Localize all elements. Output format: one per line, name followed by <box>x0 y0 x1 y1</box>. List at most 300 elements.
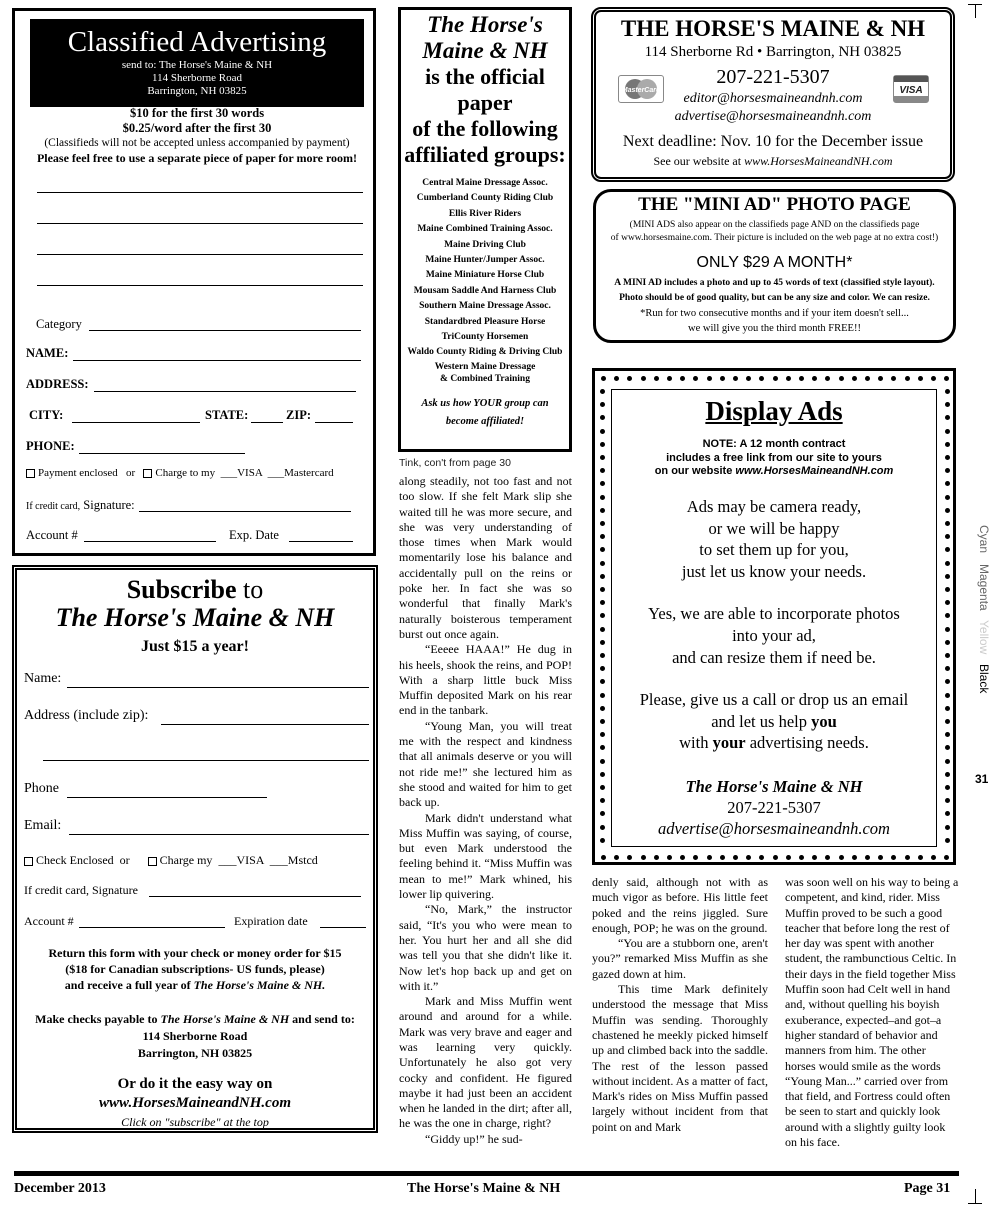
sub-click-note: Click on "subscribe" at the top <box>121 1115 269 1129</box>
classified-city: Barrington, NH 03825 <box>147 85 247 97</box>
border-dot <box>601 376 606 381</box>
border-dot <box>945 811 950 816</box>
border-dot <box>600 587 605 592</box>
display-note-3b[interactable]: www.HorsesMaineandNH.com <box>735 465 894 477</box>
display-p3e: your <box>712 733 746 753</box>
display-contact <box>612 776 936 839</box>
border-dot <box>918 855 923 860</box>
border-dot <box>600 481 605 486</box>
display-p2-line: and can resize them if need be. <box>672 647 876 667</box>
border-dot <box>945 455 950 460</box>
address-label: ADDRESS: <box>26 377 89 391</box>
border-dot <box>812 855 817 860</box>
affil-head-4: paper <box>457 90 513 115</box>
mini-ad-price: ONLY $29 A MONTH* <box>696 254 853 271</box>
return-line-3a: and receive a full year of <box>64 978 191 992</box>
signature-row <box>26 498 135 513</box>
border-dot <box>852 855 857 860</box>
border-dot <box>945 772 950 777</box>
margin-page-number: 31 <box>975 772 989 786</box>
border-dot <box>733 376 738 381</box>
border-dot <box>945 679 950 684</box>
display-p1-line: Ads may be camera ready, <box>686 497 862 516</box>
display-p3-line-1: Please, give us a call or drop us an email <box>639 690 909 710</box>
classified-prices <box>15 106 379 166</box>
display-note-1: NOTE: A 12 month contract <box>702 438 846 450</box>
border-dot <box>600 389 605 394</box>
mastercard-option[interactable]: Mastercard <box>284 467 334 479</box>
border-dot <box>746 855 751 860</box>
sub-signature-field[interactable] <box>149 896 361 897</box>
sub-name-label: Name: <box>24 671 62 686</box>
article-paragraph: Mark and Miss Muffin went around and around for a while. Mark was very brave and eager and was learning very quickly. Unfortunately he also got very cocky and confident. He figured maybe it had just been an accident when he landed in the dirt; after all, he was the one in charge, right? <box>399 994 572 1131</box>
border-dot <box>931 855 936 860</box>
make-checks <box>17 1011 373 1062</box>
masthead-title: THE HORSE'S MAINE & NH <box>620 16 926 41</box>
price-line-2: $0.25/word after the first 30 <box>122 121 272 135</box>
display-ads-box <box>592 368 956 865</box>
border-dot <box>746 376 751 381</box>
border-dot <box>600 561 605 566</box>
display-ads-body <box>612 496 936 754</box>
return-line-3 <box>17 977 373 993</box>
display-p3b: and let us help <box>711 711 807 731</box>
subscribe-paper: The Horse's Maine & NH <box>55 603 335 632</box>
border-dot <box>945 732 950 737</box>
border-dot <box>667 376 672 381</box>
border-dot <box>654 855 659 860</box>
state-label: STATE: <box>205 408 249 422</box>
border-dot <box>931 376 936 381</box>
border-dot <box>945 666 950 671</box>
border-dot <box>600 613 605 618</box>
affil-head-5: of the following <box>412 116 558 141</box>
border-dot <box>945 706 950 711</box>
border-dot <box>600 679 605 684</box>
or-label: or <box>125 467 136 479</box>
display-ads-title: Display Ads <box>705 396 843 426</box>
ad-text-line[interactable] <box>37 192 363 193</box>
zip-field[interactable] <box>315 422 353 423</box>
border-dot <box>905 855 910 860</box>
sub-expiration-label: Expiration date <box>234 914 308 928</box>
affiliate-item: Waldo County Riding & Driving Club <box>407 347 563 358</box>
border-dot <box>600 706 605 711</box>
article-paragraph: “Young Man, you will treat me with the respect and kindness that all animals deserve or you will not ride me!” she lectured him as she stood and waited for him to get back up. <box>399 718 572 810</box>
sub-street: 114 Sherborne Road <box>142 1029 248 1043</box>
border-dot <box>786 855 791 860</box>
exp-label: Exp. Date <box>229 528 279 542</box>
crop-mark-bottom <box>968 1203 982 1204</box>
payment-enclosed-label: Payment enclosed <box>38 467 118 479</box>
display-email[interactable]: advertise@horsesmaineandnh.com <box>658 819 890 838</box>
account-label: Account # <box>26 528 78 542</box>
mini-ad-title: THE "MINI AD" PHOTO PAGE <box>638 194 911 215</box>
border-dot <box>600 640 605 645</box>
border-dot <box>944 855 949 860</box>
article-paragraph: along steadily, not too fast and not too slow. If she felt Mark slip she waited till he was more secure, and she was very understanding of those times when Mark would momentarily lose his balance and accidentally pull on the reins or poke her. In fact she was so wonderful that finally Mark's naturally boisterous temperament burst out once again. <box>399 474 572 641</box>
border-dot <box>600 455 605 460</box>
border-dot <box>600 732 605 737</box>
sub-website-link[interactable]: www.HorsesMaineandNH.com <box>99 1095 291 1111</box>
ad-text-line[interactable] <box>37 285 363 286</box>
mini-ad-box <box>593 189 956 343</box>
border-dot <box>865 376 870 381</box>
sub-easy-way: Or do it the easy way on <box>117 1076 273 1092</box>
display-paper: The Horse's Maine & NH <box>685 777 863 796</box>
mini-desc-4: we will give you the third month FREE!! <box>688 323 861 334</box>
make-1b: The Horse's Maine & NH <box>160 1012 290 1026</box>
affil-head-2: Maine & NH <box>422 38 548 63</box>
border-dot <box>945 653 950 658</box>
border-dot <box>945 389 950 394</box>
visa-card-icon <box>893 75 929 103</box>
affiliate-item: & Combined Training <box>440 373 530 384</box>
mini-desc-3: *Run for two consecutive months and if your item doesn't sell... <box>640 308 909 319</box>
border-dot <box>944 376 949 381</box>
masthead-deadline: Next deadline: Nov. 10 for the December issue <box>622 133 924 150</box>
sub-address-field-2[interactable] <box>43 760 369 761</box>
city-field[interactable] <box>72 422 200 423</box>
article-paragraph: “Eeeee HAAA!” He dug in his heels, shook the reins, and POP! With a sharp little buck Miss Muffin deposited Mark on his rear end in the tanbark. <box>399 642 572 718</box>
border-dot <box>641 855 646 860</box>
article-paragraph: denly said, although not with as much vigor as before. His little feet poked and the reins jiggled. Sure enough, POP; he was on the ground. <box>592 875 768 935</box>
border-dot <box>600 547 605 552</box>
sub-phone-label: Phone <box>24 781 59 796</box>
border-dot <box>600 495 605 500</box>
border-dot <box>693 855 698 860</box>
charge-my-checkbox[interactable] <box>148 857 157 866</box>
affiliate-item: Maine Combined Training Assoc. <box>417 224 553 235</box>
article-paragraph: This time Mark definitely understood the message that Miss Muffin was sending. Thoroughly chastened he meekly picked himself up and climbed back into the saddle. The rest of the lesson passed without incident. As a matter of fact, Mark's rides on Miss Muffin passed largely without incident from that point on and Mark <box>592 982 768 1134</box>
display-p3c: you <box>811 711 837 731</box>
display-p3f: advertising needs. <box>749 733 869 753</box>
price-line-1: $10 for the first 30 words <box>129 106 265 120</box>
affil-head-6: affiliated groups: <box>404 142 566 167</box>
color-yellow: Yellow <box>977 620 991 655</box>
sub-expiration-field[interactable] <box>320 927 366 928</box>
return-line-2: ($18 for Canadian subscriptions- US funds, please) <box>65 962 325 976</box>
phone-label: PHONE: <box>26 439 75 453</box>
border-dot <box>945 838 950 843</box>
affiliate-item: Western Maine Dressage <box>434 361 536 372</box>
border-dot <box>945 785 950 790</box>
affiliate-item: Maine Driving Club <box>444 239 526 250</box>
subscribe-price: Just $15 a year! <box>141 638 249 655</box>
border-dot <box>733 855 738 860</box>
sub-email-field[interactable] <box>69 834 369 835</box>
payment-options: Payment enclosed or Charge to my ___VISA ___Mastercard <box>26 467 334 479</box>
sub-visa-option[interactable]: VISA <box>236 853 264 867</box>
border-dot <box>773 376 778 381</box>
masthead-box <box>591 7 955 182</box>
charge-checkbox[interactable] <box>143 469 152 478</box>
affiliate-item: Standardbred Pleasure Horse <box>424 316 546 327</box>
border-dot <box>839 855 844 860</box>
subscribe-title <box>17 576 373 604</box>
border-dot <box>601 855 606 860</box>
border-dot <box>600 429 605 434</box>
check-enclosed-label: Check Enclosed <box>36 853 114 867</box>
category-field[interactable] <box>89 330 361 331</box>
border-dot <box>707 855 712 860</box>
border-dot <box>627 855 632 860</box>
affiliate-item: Ellis River Riders <box>448 208 522 219</box>
color-cyan: Cyan <box>977 525 991 554</box>
border-dot <box>945 468 950 473</box>
border-dot <box>773 855 778 860</box>
color-magenta: Magenta <box>977 564 991 611</box>
zip-label: ZIP: <box>286 408 311 422</box>
display-ads-note <box>612 438 936 479</box>
make-line-1 <box>17 1011 373 1028</box>
border-dot <box>627 376 632 381</box>
border-dot <box>654 376 659 381</box>
border-dot <box>600 666 605 671</box>
mini-ad-note <box>596 219 953 245</box>
border-dot <box>600 627 605 632</box>
article-paragraph: “You are a stubborn one, aren't you?” remarked Miss Muffin as she gazed down at him. <box>592 936 768 981</box>
article-paragraph: Mark didn't understand what Miss Muffin was saying, of course, but even Mark understood the feeling behind it. “Miss Muffin was mean to me!” Mark whined, his lower lip quivering. <box>399 810 572 902</box>
charge-label: Charge to my <box>155 467 216 479</box>
affil-head-3: is the official <box>425 64 545 89</box>
border-dot <box>945 745 950 750</box>
display-phone: 207-221-5307 <box>727 798 821 817</box>
subscribe-title-to: to <box>243 575 264 604</box>
border-dot <box>600 811 605 816</box>
affiliates-box <box>398 7 572 452</box>
border-dot <box>839 376 844 381</box>
affiliate-item: TriCounty Horsemen <box>441 332 529 343</box>
border-dot <box>720 855 725 860</box>
mini-desc-1: A MINI AD includes a photo and up to 45 words of text (classified style layout). <box>614 278 935 288</box>
ask-line-2: become affiliated! <box>445 415 525 427</box>
border-dot <box>812 376 817 381</box>
border-dot <box>600 719 605 724</box>
border-dot <box>945 508 950 513</box>
ad-text-line[interactable] <box>37 223 363 224</box>
account-field[interactable] <box>84 541 216 542</box>
display-ads-inner <box>611 389 937 847</box>
border-dot <box>945 693 950 698</box>
masthead-website-line <box>596 154 950 169</box>
affiliate-item: Cumberland County Riding Club <box>416 193 554 204</box>
make-1a: Make checks payable to <box>35 1012 158 1026</box>
sub-address-field[interactable] <box>161 724 369 725</box>
border-dot <box>878 376 883 381</box>
border-dot <box>905 376 910 381</box>
sub-account-field[interactable] <box>79 927 225 928</box>
display-p1-line: just let us know your needs. <box>681 561 867 581</box>
sub-city: Barrington, NH 03825 <box>137 1046 253 1060</box>
border-dot <box>852 376 857 381</box>
border-dot <box>600 402 605 407</box>
border-dot <box>945 481 950 486</box>
border-dot <box>600 745 605 750</box>
city-label: CITY: <box>29 408 64 422</box>
display-p1-line: or we will be happy <box>708 518 840 538</box>
border-dot <box>680 855 685 860</box>
affiliates-heading <box>401 12 569 168</box>
article-continued: Tink, con't from page 30 <box>399 457 511 469</box>
affiliate-item: Southern Maine Dressage Assoc. <box>419 301 551 312</box>
payment-enclosed-checkbox[interactable] <box>26 469 35 478</box>
ask-line-1: Ask us how YOUR group can <box>421 397 549 409</box>
border-dot <box>720 376 725 381</box>
border-dot <box>945 798 950 803</box>
check-enclosed-checkbox[interactable] <box>24 857 33 866</box>
article-paragraph: “No, Mark,” the instructor said, “It's you who were mean to her. You hurt her and all she did was tell you that she didn't like it. Now let's hop back up and get on with it.” <box>399 902 572 993</box>
border-dot <box>680 376 685 381</box>
border-dot <box>600 534 605 539</box>
mini-ad-desc <box>596 276 953 336</box>
payment-note: (Classifieds will not be accepted unless accompanied by payment) <box>44 137 350 149</box>
exp-field[interactable] <box>289 541 353 542</box>
border-dot <box>918 376 923 381</box>
masthead-website-link[interactable]: www.HorsesMaineandNH.com <box>744 154 893 168</box>
border-dot <box>945 640 950 645</box>
crop-mark-bottom-v <box>975 1189 976 1203</box>
border-dot <box>600 653 605 658</box>
border-dot <box>945 402 950 407</box>
border-dot <box>945 613 950 618</box>
border-dot <box>945 495 950 500</box>
sub-phone-field[interactable] <box>67 797 267 798</box>
return-line-3b: The Horse's Maine & NH. <box>193 978 326 992</box>
border-dot <box>600 442 605 447</box>
border-dot <box>667 855 672 860</box>
affiliate-item: Maine Hunter/Jumper Assoc. <box>425 255 545 266</box>
sub-email-label: Email: <box>24 818 62 833</box>
subscribe-title-bold: Subscribe <box>126 575 237 604</box>
paper-note: Please feel free to use a separate piece of paper for more room! <box>36 151 358 165</box>
article-column-3 <box>785 875 959 1150</box>
classified-header <box>30 19 364 107</box>
border-dot <box>945 521 950 526</box>
name-label: NAME: <box>26 346 69 360</box>
mastercard-icon <box>618 75 664 103</box>
visa-card-text: VISA <box>899 85 923 96</box>
border-dot <box>799 855 804 860</box>
border-dot <box>945 415 950 420</box>
border-dot <box>945 627 950 632</box>
footer-paper: The Horse's Maine & NH <box>407 1181 561 1196</box>
border-dot <box>600 468 605 473</box>
display-p3d: with <box>679 733 709 753</box>
border-dot <box>945 600 950 605</box>
visa-option[interactable]: VISA <box>237 467 263 479</box>
border-dot <box>878 855 883 860</box>
sub-name-field[interactable] <box>67 687 369 688</box>
name-field[interactable] <box>73 360 361 361</box>
border-dot <box>600 772 605 777</box>
classified-street: 114 Sherborne Road <box>151 72 243 84</box>
website-pre: See our website at <box>653 154 742 168</box>
affiliate-ask <box>401 395 569 431</box>
border-dot <box>600 508 605 513</box>
border-dot <box>945 759 950 764</box>
border-dot <box>600 759 605 764</box>
sub-signature-label: If credit card, Signature <box>24 883 138 897</box>
border-dot <box>891 855 896 860</box>
border-dot <box>945 547 950 552</box>
crop-mark-top-v <box>975 4 976 18</box>
display-p1-line: to set them up for you, <box>699 540 849 560</box>
article-column-2 <box>592 875 768 1135</box>
return-instructions <box>17 945 373 993</box>
signature-label: Signature: <box>83 498 135 512</box>
affiliate-item: Central Maine Dressage Assoc. <box>422 178 548 188</box>
border-dot <box>945 587 950 592</box>
sub-account-label: Account # <box>24 914 74 928</box>
sub-address-label: Address (include zip): <box>24 708 149 723</box>
mastercard-text: MasterCard <box>621 87 661 94</box>
if-credit-label: If credit card, <box>26 501 81 512</box>
border-dot <box>945 561 950 566</box>
sub-payment-options: Check Enclosed or Charge my ___VISA ___Mstcd <box>24 853 318 868</box>
border-dot <box>600 521 605 526</box>
display-p2-line: into your ad, <box>732 625 816 645</box>
masthead-address: 114 Sherborne Rd • Barrington, NH 03825 <box>644 44 902 60</box>
state-field[interactable] <box>251 422 283 423</box>
classified-form <box>12 8 376 556</box>
display-note-3a: on our website <box>654 465 733 477</box>
article-column-1 <box>399 474 572 1147</box>
sub-or-label: or <box>119 853 130 867</box>
display-note-2: includes a free link from our site to yours <box>666 451 882 464</box>
border-dot <box>865 855 870 860</box>
border-dot <box>945 825 950 830</box>
make-1c: and send to: <box>292 1012 355 1026</box>
mini-note-1: (MINI ADS also appear on the classifieds page AND on the classifieds page <box>629 220 920 230</box>
classified-title: Classified Advertising <box>67 26 327 58</box>
address-field[interactable] <box>94 391 356 392</box>
article-paragraph: was soon well on his way to being a competent, and kind, rider. Miss Muffin proved to be such a good teacher that before long the rest of her day was spent with another student, the rambunctious Celtic. In their days in the field together Miss Muffin soon had Celt well in hand and, without quelling his boyish exuberance, expected–and got–a higher standard of behavior and manners from him. The other horses would smile as the words “Young Man...” carried over from that field, and Fortress could often be seen to start and quickly look around with a slightly guilty look on his face. <box>785 875 959 1150</box>
phone-field[interactable] <box>79 453 245 454</box>
article-paragraph: “Giddy up!” he sud- <box>425 1131 523 1146</box>
border-dot <box>891 376 896 381</box>
border-dot <box>945 429 950 434</box>
ad-text-line[interactable] <box>37 254 363 255</box>
border-dot <box>600 415 605 420</box>
charge-my-label: Charge my <box>159 853 213 867</box>
border-dot <box>600 825 605 830</box>
border-dot <box>825 855 830 860</box>
border-dot <box>759 855 764 860</box>
border-dot <box>759 376 764 381</box>
affil-head-1: The Horse's <box>427 12 543 37</box>
sub-mstcd-option[interactable]: Mstcd <box>287 853 318 867</box>
border-dot <box>600 838 605 843</box>
border-dot <box>641 376 646 381</box>
border-dot <box>945 719 950 724</box>
border-dot <box>600 798 605 803</box>
border-dot <box>600 574 605 579</box>
affiliate-item: Maine Miniature Horse Club <box>425 270 545 281</box>
border-dot <box>825 376 830 381</box>
masthead-email-editor[interactable]: editor@horsesmaineandnh.com <box>683 91 863 106</box>
affiliates-list <box>401 176 569 385</box>
border-dot <box>786 376 791 381</box>
masthead-phone: 207-221-5307 <box>716 66 830 88</box>
border-dot <box>614 855 619 860</box>
masthead-email-advertise[interactable]: advertise@horsesmaineandnh.com <box>674 109 872 124</box>
mini-desc-2: Photo should be of good quality, but can be any size and color. We can resize. <box>619 293 930 303</box>
color-black: Black <box>977 664 991 694</box>
footer-page: Page 31 <box>904 1181 951 1196</box>
signature-field[interactable] <box>139 511 351 512</box>
border-dot <box>600 785 605 790</box>
